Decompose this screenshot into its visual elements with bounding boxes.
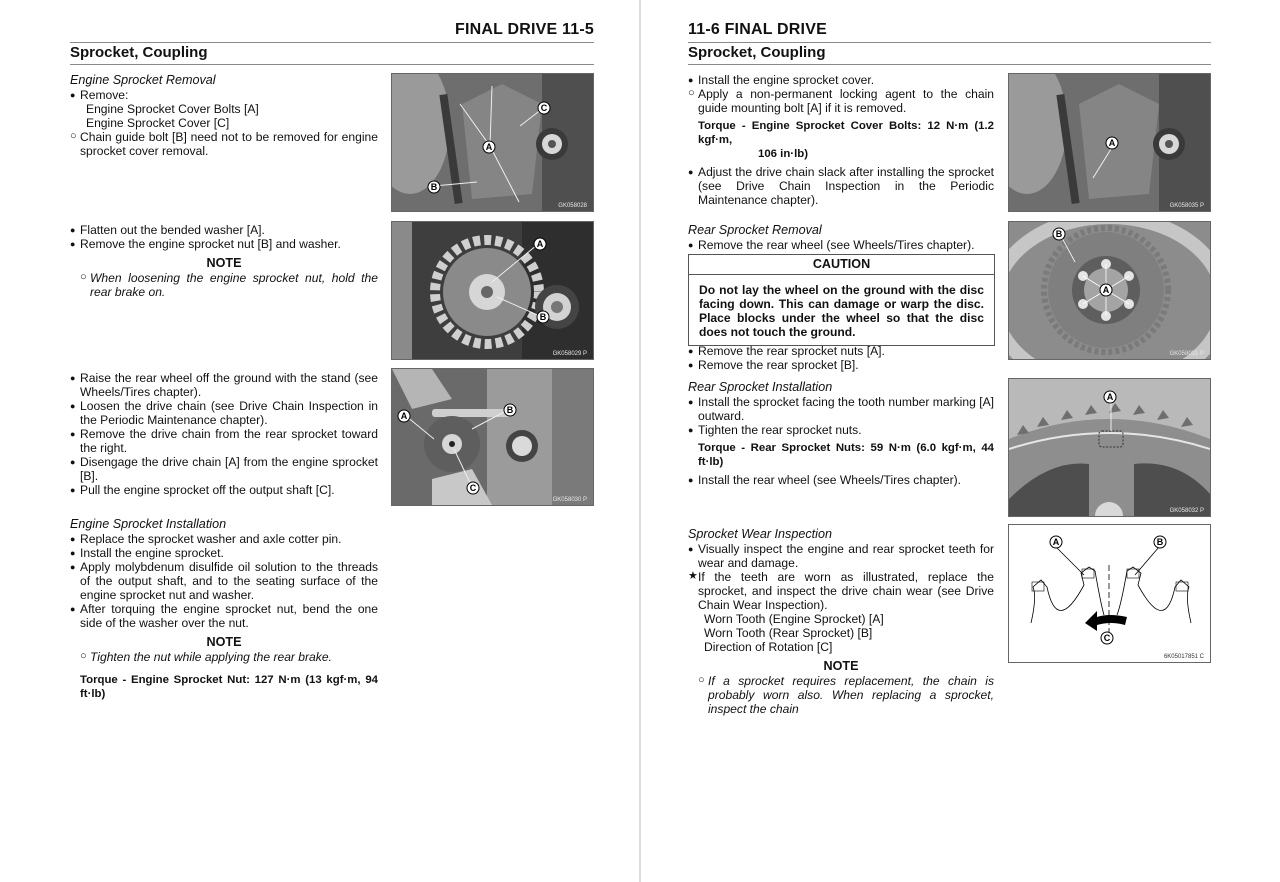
legend-item: Direction of Rotation [C] — [704, 640, 833, 654]
rear-sprocket-removal-steps — [688, 344, 994, 372]
legend-item: Worn Tooth (Rear Sprocket) [B] — [704, 626, 873, 640]
bullet-item: ● Install the engine sprocket. — [70, 546, 224, 560]
svg-text:B: B — [430, 182, 438, 192]
bullet-icon: ● — [70, 457, 76, 467]
circle-bullet-icon: ○ — [698, 674, 705, 686]
figure-code: 6K05017851 C — [1163, 654, 1204, 660]
running-head: FINAL DRIVE 11-5 — [455, 21, 594, 38]
svg-text:A: A — [536, 239, 544, 249]
figure-code: GK058031 P — [1169, 351, 1204, 357]
bullet-item: ● Adjust the drive chain slack after installing the sprocket (see Drive Chain Inspection in the Periodic Maintenance chapter). — [688, 165, 994, 207]
bullet-icon: ● — [70, 225, 76, 235]
engine-sprocket-installation — [70, 517, 378, 705]
bullet-icon: ● — [70, 239, 76, 249]
note-text: ○ When loosening the engine sprocket nut, hold the rear brake on. — [80, 271, 378, 299]
bullet-icon: ● — [688, 75, 694, 85]
bullet-item: ● Pull the engine sprocket off the output shaft [C]. — [70, 483, 335, 497]
bullet-item: ● Visually inspect the engine and rear sprocket teeth for wear and damage. — [688, 542, 994, 570]
bullet-item: ● After torquing the engine sprocket nut, bend the one side of the washer over the nut. — [70, 602, 378, 630]
svg-text:A: A — [1052, 537, 1060, 547]
bullet-icon: ● — [688, 167, 694, 177]
subheading: Sprocket Wear Inspection — [688, 527, 832, 541]
figure-sprocket-nut — [391, 221, 594, 360]
svg-text:B: B — [539, 312, 547, 322]
circle-bullet-icon: ○ — [70, 130, 77, 142]
sprocket-wear-inspection — [688, 527, 994, 716]
bullet-item: ● Remove the rear sprocket [B]. — [688, 358, 859, 372]
legend-item: Worn Tooth (Engine Sprocket) [A] — [704, 612, 884, 626]
figure-code: GK058029 P — [552, 351, 587, 357]
svg-text:A: A — [485, 142, 493, 152]
subheading: Rear Sprocket Installation — [688, 380, 833, 394]
circle-bullet-icon: ○ — [688, 87, 695, 99]
svg-text:B: B — [1156, 537, 1164, 547]
bullet-icon: ● — [688, 397, 694, 407]
bullet-item: ● Install the sprocket facing the tooth number marking [A] outward. — [688, 395, 994, 423]
rear-sprocket-installation — [688, 380, 994, 487]
torque-spec: Torque - Rear Sprocket Nuts: 59 N·m (6.0 kgf·m, 44 ft·lb) — [698, 442, 994, 468]
bullet-icon: ● — [688, 425, 694, 435]
circle-bullet-icon: ○ — [80, 271, 87, 283]
bullet-icon: ● — [70, 548, 76, 558]
cover-installation — [688, 73, 994, 207]
figure-sprocket-cover — [391, 73, 594, 212]
caution-box — [688, 254, 995, 346]
rear-sprocket-removal — [688, 223, 994, 252]
sub-note: ○ Chain guide bolt [B] need not to be removed for engine sprocket cover removal. — [70, 130, 378, 158]
bullet-icon: ● — [688, 544, 694, 554]
bullet-icon: ● — [70, 485, 76, 495]
figure-code: GK058035 P — [1169, 203, 1204, 209]
torque-spec: Torque - Engine Sprocket Cover Bolts: 12 N·m (1.2 kgf·m, 106 in·lb) — [698, 120, 994, 160]
bullet-item: ● Remove the drive chain from the rear sprocket toward the right. — [70, 427, 378, 455]
remove-item: Engine Sprocket Cover Bolts [A] — [86, 102, 259, 116]
bullet-item: ● Loosen the drive chain (see Drive Chain Inspection in the Periodic Maintenance chapter). — [70, 399, 378, 427]
figure-rear-sprocket — [1008, 221, 1211, 360]
figure-code: GK058028 — [558, 203, 587, 209]
running-head: 11-6 FINAL DRIVE — [688, 21, 827, 38]
svg-text:C: C — [469, 483, 477, 493]
right-page — [641, 0, 1280, 882]
bullet-icon: ● — [70, 534, 76, 544]
torque-spec: Torque - Engine Sprocket Nut: 127 N·m (13 kgf·m, 94 ft·lb) — [80, 674, 378, 700]
bullet-icon: ● — [70, 401, 76, 411]
header-rule — [70, 42, 594, 43]
bullet-item: ● Apply molybdenum disulfide oil solution to the threads of the output shaft, and to the seating surface of the engine sprocket nut and washer. — [70, 560, 378, 602]
section-title: Sprocket, Coupling — [688, 44, 826, 61]
figure-code: GK058030 P — [552, 497, 587, 503]
bullet-icon: ● — [688, 346, 694, 356]
figure-chain-guide-bolt — [1008, 73, 1211, 212]
header-rule — [688, 42, 1211, 43]
drive-chain-steps — [70, 371, 378, 497]
note-heading: NOTE — [206, 256, 242, 270]
figure-code: GK058032 P — [1169, 508, 1204, 514]
bullet-icon: ● — [70, 373, 76, 383]
note-heading: NOTE — [206, 635, 242, 649]
note-text: ○ If a sprocket requires replacement, the chain is probably worn also. When replacing a sprocket, inspect the chain — [698, 674, 994, 716]
subheading: Rear Sprocket Removal — [688, 223, 822, 237]
bullet-item: ● Raise the rear wheel off the ground with the stand (see Wheels/Tires chapter). — [70, 371, 378, 399]
bullet-item: ● Remove the rear wheel (see Wheels/Tires chapter). — [688, 238, 975, 252]
section-rule — [70, 64, 594, 65]
bullet-icon: ● — [688, 475, 694, 485]
subheading: Engine Sprocket Removal — [70, 73, 216, 87]
bullet-item: ● Install the rear wheel (see Wheels/Tires chapter). — [688, 473, 962, 487]
svg-text:A: A — [400, 411, 408, 421]
caution-text: Do not lay the wheel on the ground with the disc facing down. This can damage or warp the disc. Place blocks under the wheel so that the disc does not touch the ground. — [699, 283, 984, 339]
section-title: Sprocket, Coupling — [70, 44, 208, 61]
svg-text:A: A — [1108, 138, 1116, 148]
note-heading: NOTE — [823, 659, 859, 673]
star-icon: ★ — [688, 570, 698, 582]
bullet-item: ● Remove the rear sprocket nuts [A]. — [688, 344, 885, 358]
bullet-icon: ● — [70, 90, 76, 100]
note-text: ○ Tighten the nut while applying the rear brake. — [80, 650, 332, 664]
bullet-item: ● Disengage the drive chain [A] from the engine sprocket [B]. — [70, 455, 378, 483]
svg-text:C: C — [540, 103, 548, 113]
bullet-item: ● Remove: — [70, 88, 129, 102]
svg-text:C: C — [1103, 633, 1111, 643]
bullet-icon: ● — [70, 429, 76, 439]
bullet-item: ● Remove the engine sprocket nut [B] and washer. — [70, 237, 341, 251]
subheading: Engine Sprocket Installation — [70, 517, 227, 531]
engine-sprocket-removal — [70, 73, 378, 158]
sub-note: ○ Apply a non-permanent locking agent to the chain guide mounting bolt [A] if it is removed. — [688, 87, 994, 115]
sprocket-nut-steps — [70, 223, 378, 299]
bullet-icon: ● — [688, 360, 694, 370]
figure-engine-sprocket — [391, 368, 594, 506]
bullet-item: ● Tighten the rear sprocket nuts. — [688, 423, 862, 437]
svg-text:A: A — [1106, 392, 1114, 402]
svg-text:B: B — [506, 405, 514, 415]
bullet-item: ● Replace the sprocket washer and axle cotter pin. — [70, 532, 342, 546]
svg-text:A: A — [1102, 285, 1110, 295]
figure-worn-teeth-diagram — [1008, 524, 1211, 663]
star-item: ★ If the teeth are worn as illustrated, replace the sprocket, and inspect the drive chain wear (see Drive Chain Wear Inspection). — [688, 570, 994, 612]
bullet-icon: ● — [688, 240, 694, 250]
bullet-icon: ● — [70, 562, 76, 572]
bullet-item: ● Install the engine sprocket cover. — [688, 73, 875, 87]
remove-item: Engine Sprocket Cover [C] — [86, 116, 230, 130]
svg-text:B: B — [1055, 229, 1063, 239]
circle-bullet-icon: ○ — [80, 650, 87, 662]
bullet-icon: ● — [70, 604, 76, 614]
caution-heading: CAUTION — [689, 255, 994, 275]
bullet-item: ● Flatten out the bended washer [A]. — [70, 223, 265, 237]
section-rule — [688, 64, 1211, 65]
figure-tooth-marking — [1008, 378, 1211, 517]
